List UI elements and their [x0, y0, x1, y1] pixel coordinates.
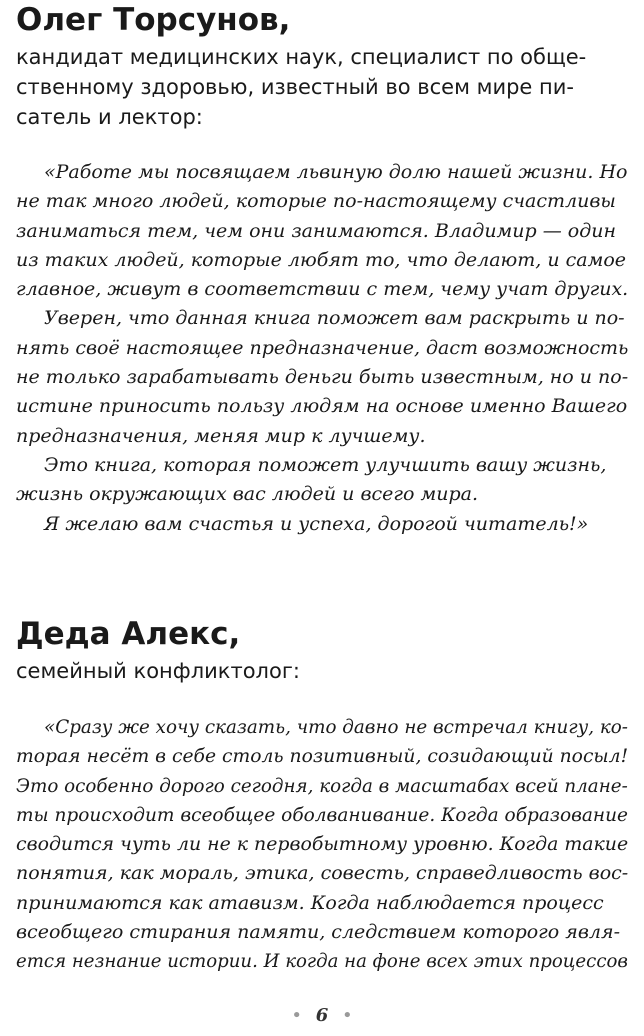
quote-line: не только зарабатывать деньги быть известным, но и по- [16, 366, 629, 389]
quote-line: Это книга, которая поможет улучшить вашу жизнь, [44, 453, 607, 476]
quote-line: ты происходит всеобщее оболванивание. Когда образование [16, 803, 628, 826]
quote-line: «Работе мы посвящаем львиную долю нашей жизни. Но [44, 161, 628, 183]
footer-left-dot: • [291, 1005, 302, 1026]
author-role-torsunov [0, 42, 586, 132]
role-line: сатель и лектор: [16, 105, 203, 129]
quote-line: Я желаю вам счастья и успеха, дорогой читатель!» [44, 512, 589, 535]
quote-line: предназначения, меняя мир к лучшему. [16, 424, 426, 447]
quote-line: всеобщего стирания памяти, следствием которого явля- [16, 921, 620, 944]
author-role-deda-aleks [0, 656, 300, 686]
page-number: 6 [315, 1005, 329, 1026]
author-name-deda-aleks: Деда Алекс, [16, 616, 241, 652]
author-name-torsunov: Олег Торсунов, [16, 2, 291, 38]
quote-line: из таких людей, которые любят то, что делают, и самое [16, 248, 627, 271]
quote-line: заниматься тем, чем они занимаются. Владимир — один [16, 219, 617, 242]
quote-line: истине приносить пользу людям на основе именно Вашего [16, 395, 628, 418]
quote-line: жизнь окружающих вас людей и всего мира. [16, 483, 479, 506]
quote-line: ется незнание истории. И когда на фоне всех этих процессов [16, 950, 628, 973]
quote-line: главное, живут в соответствии с тем, чему учат других. [16, 278, 629, 301]
quote-line: Уверен, что данная книга поможет вам раскрыть и по- [44, 307, 625, 330]
quote-deda-aleks [0, 713, 644, 977]
quote-line: «Сразу же хочу сказать, что давно не встречал книгу, ко- [44, 716, 628, 738]
role-line: ственному здоровью, известный во всем мире пи- [16, 75, 574, 99]
quote-line: сводится чуть ли не к первобытному уровню. Когда такие [16, 833, 629, 856]
quote-line: понятия, как мораль, этика, совесть, справедливость вос- [16, 862, 629, 885]
quote-line: торая несёт в себе столь позитивный, созидающий посыл! [16, 745, 629, 768]
footer-right-dot: • [342, 1005, 353, 1026]
quote-line: нять своё настоящее предназначение, даст возможность [16, 336, 629, 359]
role-line: кандидат медицинских наук, специалист по обще- [16, 45, 587, 69]
quote-torsunov [0, 158, 630, 539]
quote-line: не так много людей, которые по-настоящему счастливы [16, 190, 616, 213]
page-footer [0, 1004, 644, 1028]
quote-line: Это особенно дорого сегодня, когда в масштабах всей плане- [16, 774, 628, 797]
role-line: семейный конфликтолог: [16, 659, 300, 683]
quote-line: принимаются как атавизм. Когда наблюдается процесс [16, 891, 604, 914]
